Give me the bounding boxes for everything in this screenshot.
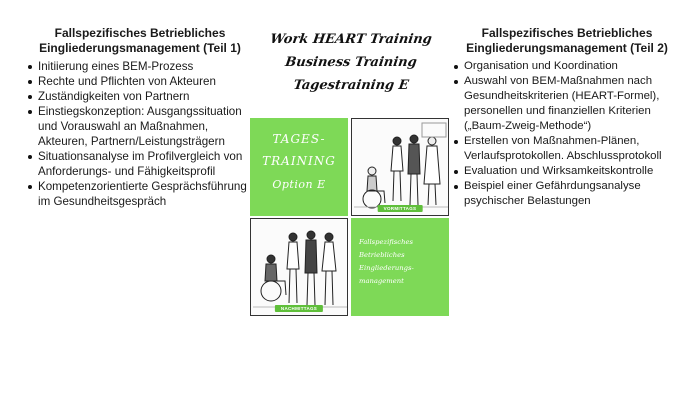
team-meeting-wheelchair-illustration: [250, 218, 348, 316]
list-item: Kompetenzorientierte Gesprächsführung im Gesundheitsgespräch: [38, 179, 254, 209]
list-item: Organisation und Koordination: [464, 59, 682, 74]
title-line: Tagestraining E: [292, 78, 410, 93]
tile-text: Eingliederungs-: [359, 264, 414, 272]
list-item: Beispiel einer Gefährdungsanalyse psychischer Belastungen: [464, 179, 682, 209]
fallspezifisches-tile: [351, 218, 449, 316]
left-topic-list: [26, 59, 254, 209]
center-tile-grid: [250, 118, 450, 316]
list-item: Auswahl von BEM-Maßnahmen nach Gesundheitskriterien (HEART-Formel), personellen und finanziellen Kriterien („Baum-Zweig-Methode“): [464, 74, 682, 134]
badge-nachmittags: NACHMITTAGS: [275, 305, 323, 312]
tile-text: TAGES-: [272, 132, 326, 146]
tagestraining-tile: [250, 118, 348, 216]
team-illustration-icon: [251, 219, 348, 316]
left-column: [26, 26, 254, 209]
tile-text: TRAINING: [262, 154, 336, 168]
meeting-illustration-icon: [352, 119, 449, 216]
list-item: Zuständigkeiten von Partnern: [38, 89, 254, 104]
list-item: Einstiegskonzeption: Ausgangssituation und Vorauswahl an Maßnahmen, Akteuren, Partnern/Leistungsträgern: [38, 104, 254, 149]
center-title: [262, 28, 440, 97]
right-topic-list: [452, 59, 682, 209]
list-item: Situationsanalyse im Profilvergleich von Anforderungs- und Fähigkeitsprofil: [38, 149, 254, 179]
list-item: Initiierung eines BEM-Prozess: [38, 59, 254, 74]
title-line: Business Training: [284, 55, 418, 70]
tile-text: management: [359, 277, 404, 285]
tile-text: Fallspezifisches: [359, 238, 413, 246]
list-item: Rechte und Pflichten von Akteuren: [38, 74, 254, 89]
left-column-title: Fallspezifisches Betriebliches Eingliederungsmanagement (Teil 1): [39, 26, 241, 55]
right-column-title: Fallspezifisches Betriebliches Eingliederungsmanagement (Teil 2): [466, 26, 668, 55]
tile-text-block: [359, 236, 443, 288]
list-item: Evaluation und Wirksamkeitskontrolle: [464, 164, 682, 179]
title-line: Work HEART Training: [269, 32, 433, 47]
tile-text: Betriebliches: [359, 251, 405, 259]
office-meeting-wheelchair-illustration: [351, 118, 449, 216]
right-column: [452, 26, 682, 209]
list-item: Erstellen von Maßnahmen-Plänen, Verlaufsprotokollen. Abschlussprotokoll: [464, 134, 682, 164]
tile-text: Option E: [272, 178, 326, 191]
badge-vormittags: VORMITTAGS: [378, 205, 423, 212]
